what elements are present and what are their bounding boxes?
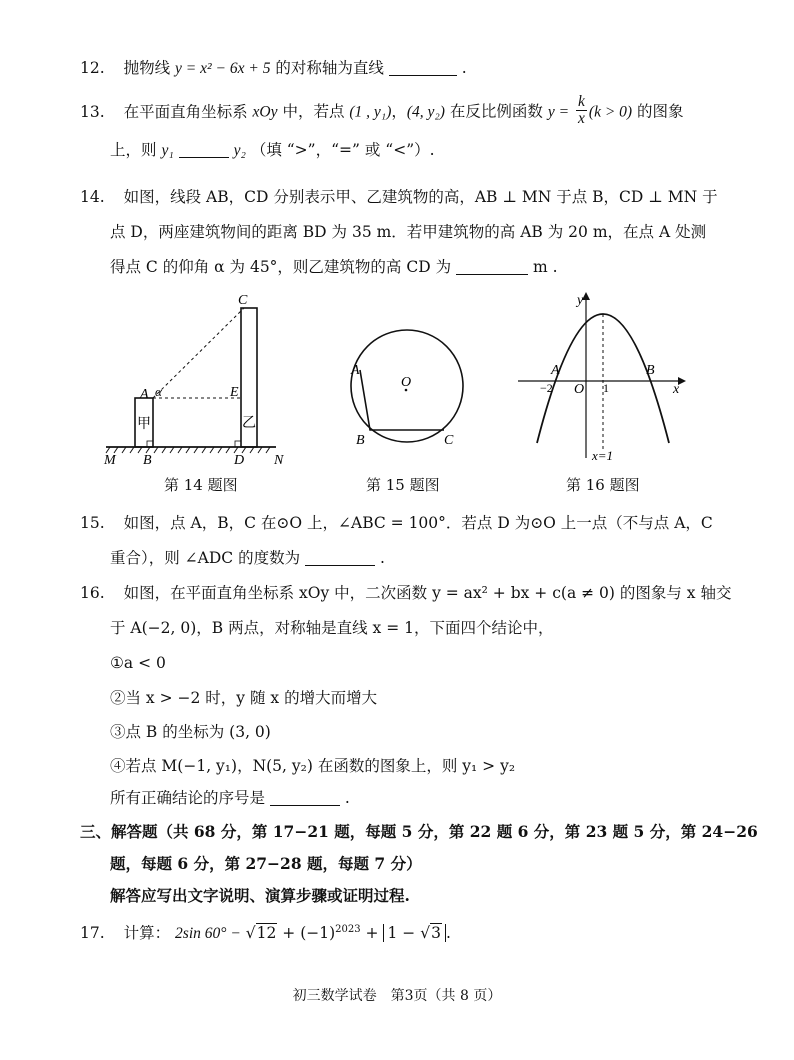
question-number: 16. — [80, 584, 105, 602]
label-a: A — [551, 363, 560, 378]
page-footer: 初三数学试卷 第3页（共 8 页） — [292, 988, 502, 1004]
question-17: 17. 计算： 2sin $60^\circ - √12 + (-1)^{2023} + 1 - √3$ . — [80, 924, 451, 943]
axis-label: x=1 — [592, 448, 614, 463]
label-m: M — [104, 453, 116, 468]
question-14-line-3: 得点 C 的仰角 α 为 45°，则乙建筑物的高 CD 为 m . — [110, 258, 558, 276]
question-13-line-2: 上，则 y₁ y₂ （填 “>”，“=” 或 “<”）. — [110, 141, 435, 159]
question-16-answer-line: 所有正确结论的序号是 . — [110, 789, 350, 807]
question-number: 13. — [80, 102, 105, 121]
label-b: B — [143, 453, 152, 468]
tick-minus-2: −2 — [540, 381, 553, 395]
answer-blank[interactable] — [179, 143, 229, 158]
answer-blank[interactable] — [389, 61, 457, 76]
label-c: C — [238, 293, 248, 308]
figure-16 — [510, 290, 690, 468]
label-x: x — [673, 382, 680, 397]
question-16: 16. 如图，在平面直角坐标系 xOy 中，二次函数 y = ax² + bx + c(a ≠ 0) 的图象与 x 轴交 — [80, 584, 732, 602]
section-3-instruction: 解答应写出文字说明、演算步骤或证明过程. — [110, 886, 410, 905]
label-yi: 乙 — [242, 416, 256, 431]
tick-1: 1 — [603, 381, 609, 395]
option-2: ②当 x > −2 时，y 随 x 的增大而增大 — [110, 689, 378, 707]
label-a: A — [351, 363, 360, 378]
label-n: N — [274, 453, 284, 468]
answer-blank[interactable] — [305, 551, 375, 566]
question-number: 14. — [80, 188, 105, 206]
section-3-heading: 三、解答题（共 68 分，第 17−21 题，每题 5 分，第 22 题 6 分，第 23 题 5 分，第 24−26 — [80, 822, 758, 841]
figure-15 — [340, 320, 480, 450]
label-a: A — [140, 387, 149, 402]
question-12: 12. 抛物线 y = x² − 6x + 5 的对称轴为直线 . — [80, 59, 467, 77]
question-15: 15. 如图，点 A，B，C 在⊙O 上，∠ABC = 100°．若点 D 为⊙O 上一点（不与点 A，C — [80, 514, 713, 532]
section-3-heading-line-2: 题，每题 6 分，第 27−28 题，每题 7 分） — [110, 854, 422, 873]
question-14-line-2: 点 D，两座建筑物间的距离 BD 为 35 m．若甲建筑物的高 AB 为 20 m，在点 A 处测 — [110, 223, 707, 241]
question-number: 15. — [80, 514, 105, 532]
label-y: y — [577, 293, 584, 308]
label-d: D — [234, 453, 245, 468]
label-b: B — [356, 433, 365, 448]
figure-14 — [96, 290, 296, 470]
formula: y = x² − 6x + 5 — [175, 60, 271, 77]
question-14: 14. 如图，线段 AB，CD 分别表示甲、乙建筑物的高，AB ⊥ MN 于点 B，CD ⊥ MN 于 — [80, 188, 718, 206]
option-3: ③点 B 的坐标为 (3, 0) — [110, 723, 271, 741]
label-e: E — [230, 385, 239, 400]
label-o: O — [574, 382, 585, 397]
option-4: ④若点 M(−1, y₁)，N(5, y₂) 在函数的图象上，则 y₁ > y₂ — [110, 757, 516, 775]
figure-16-caption: 第 16 题图 — [566, 476, 640, 494]
sqrt-12: 12 — [256, 924, 277, 943]
question-15-line-2: 重合），则 ∠ADC 的度数为 . — [110, 549, 385, 567]
question-13: 13. 在平面直角坐标系 xOy 中，若点 (1 , y₁)，(4, y₂) 在反比例函数 y = $\frac{k}{x}$ (k > 0) 的图象 — [80, 93, 684, 127]
figure-14-caption: 第 14 题图 — [164, 476, 238, 494]
question-number: 12. — [80, 59, 105, 77]
question-16-line-2: 于 A(−2, 0)，B 两点，对称轴是直线 x = 1，下面四个结论中， — [110, 619, 554, 637]
fraction: $\frac{k}{x}$ — [578, 93, 585, 127]
answer-blank[interactable] — [270, 791, 340, 806]
figure-15-caption: 第 15 题图 — [366, 476, 440, 494]
label-alpha: α — [155, 384, 162, 399]
absolute-value: 1 − √3 — [383, 924, 445, 942]
label-o: O — [401, 375, 412, 390]
label-c: C — [444, 433, 454, 448]
label-jia: 甲 — [137, 417, 151, 432]
question-number: 17. — [80, 924, 105, 943]
label-b: B — [646, 363, 655, 378]
answer-blank[interactable] — [456, 260, 528, 275]
option-1: ①a < 0 — [110, 654, 166, 672]
